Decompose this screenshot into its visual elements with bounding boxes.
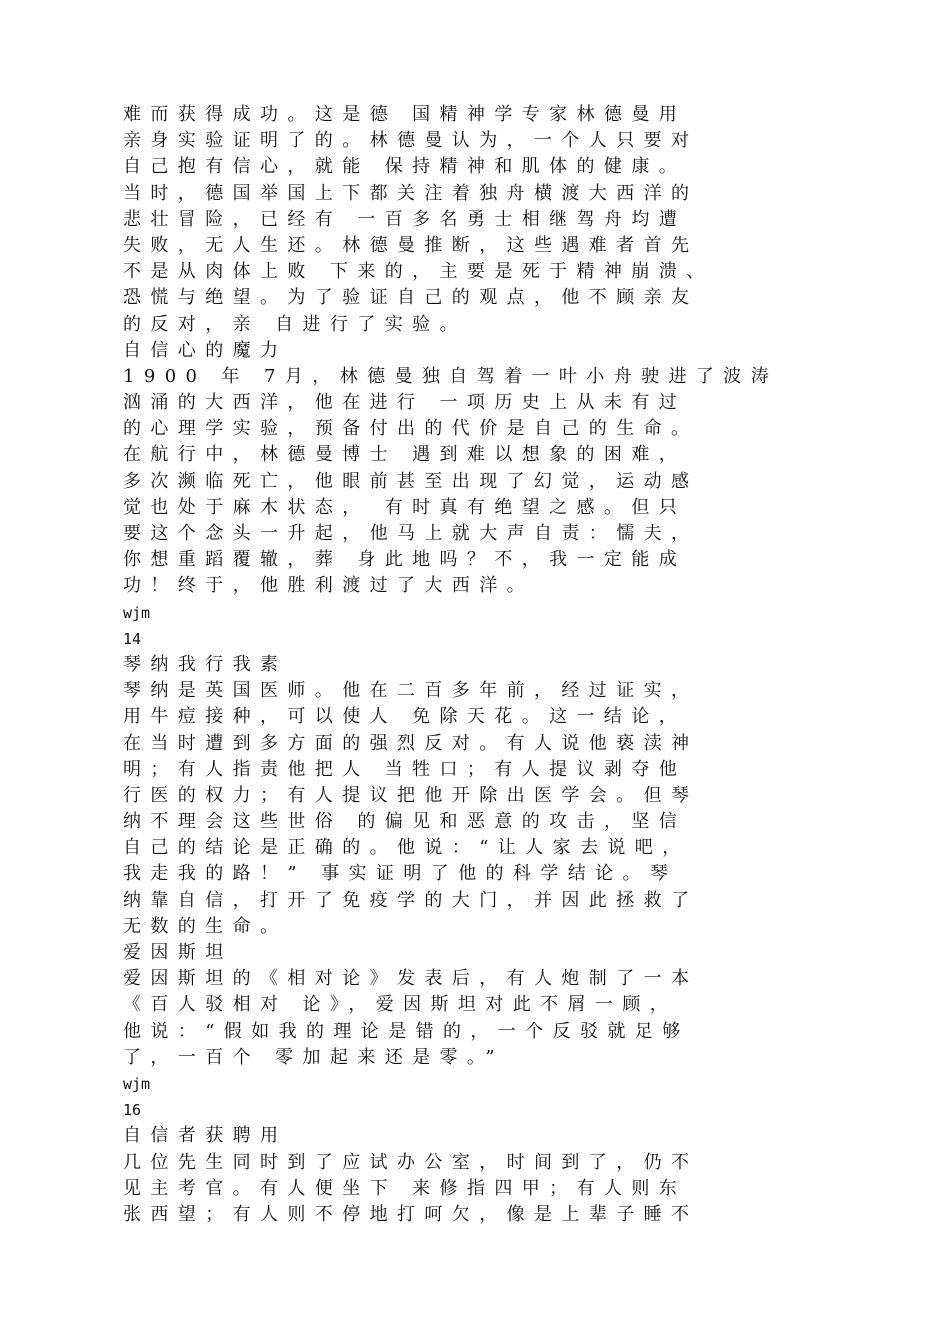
text-line: 当时，德国举国上下都关注着独舟横渡大西洋的 — [123, 182, 699, 204]
text-line: 在当时遭到多方面的强烈反对。有人说他亵渎神 — [123, 732, 699, 754]
text-line: 用牛痘接种，可以使人 免除天花。这一结论， — [123, 706, 687, 728]
text-line: 无数的生命。 — [123, 915, 288, 937]
page-marker: 14 — [123, 629, 142, 648]
text-line: 行医的权力；有人提议把他开除出医学会。但琴 — [123, 784, 699, 806]
text-line: 1900 年 7月，林德曼独自驾着一叶小舟驶进了波涛 — [123, 365, 779, 387]
page-marker: 16 — [123, 1101, 142, 1120]
text-line: 明；有人指责他把人 当牲口；有人提议剥夺他 — [123, 758, 687, 780]
section-heading: 自信心的魔力 — [123, 339, 288, 361]
text-line: 亲身实验证明了的。林德曼认为，一个人只要对 — [123, 130, 699, 152]
text-line: 他说：“假如我的理论是错的，一个反驳就足够 — [123, 1020, 690, 1042]
text-line: 难而获得成功。这是德 国精神学专家林德曼用 — [123, 104, 687, 125]
text-line: 功！终于，他胜利渡过了大西洋。 — [123, 575, 534, 597]
text-line: 你想重蹈覆辙，葬 身此地吗？不，我一定能成 — [123, 549, 687, 571]
text-line: 失败，无人生还。林德曼推断，这些遇难者首先 — [123, 234, 699, 256]
text-line: 悲壮冒险，已经有 一百多名勇士相继驾舟均遭 — [123, 208, 687, 230]
text-line: 我走我的路！” 事实证明了他的科学结论。琴 — [123, 863, 678, 885]
page-marker: wjm — [123, 1074, 151, 1093]
text-line: 不是从肉体上败 下来的，主要是死于精神崩溃、 — [123, 261, 714, 283]
document-body — [123, 102, 923, 1228]
text-line: 自己的结论是正确的。他说：“让人家去说吧， — [123, 837, 690, 859]
text-line: 几位先生同时到了应试办公室，时间到了，仍不 — [123, 1151, 699, 1173]
text-line: 的反对，亲 自进行了实验。 — [123, 313, 467, 335]
section-heading: 琴纳我行我素 — [123, 653, 288, 675]
text-line: 《百人驳相对 论》，爱因斯坦对此不屑一顾， — [123, 994, 678, 1016]
text-line: 汹涌的大西洋，他在进行 一项历史上从未有过 — [123, 392, 687, 414]
text-line: 的心理学实验，预备付出的代价是自己的生命。 — [123, 418, 699, 440]
section-heading: 爱因斯坦 — [123, 942, 233, 963]
text-line: 爱因斯坦的《相对论》发表后，有人炮制了一本 — [123, 968, 699, 990]
text-line: 自己抱有信心，就能 保持精神和肌体的健康。 — [123, 156, 687, 178]
text-line: 纳靠自信，打开了免疫学的大门，并因此拯救了 — [123, 889, 699, 911]
text-line: 觉也处于麻木状态， 有时真有绝望之感。但只 — [123, 496, 687, 518]
text-line: 在航行中，林德曼博士 遇到难以想象的困难， — [123, 444, 687, 466]
text-line: 纳不理会这些世俗 的偏见和恶意的攻击，坚信 — [123, 811, 687, 833]
text-line: 见主考官。有人便坐下 来修指四甲；有人则东 — [123, 1177, 687, 1199]
text-line: 恐慌与绝望。为了验证自己的观点，他不顾亲友 — [123, 287, 699, 309]
text-line: 要这个念头一升起，他马上就大声自责：懦夫， — [123, 523, 699, 544]
page-marker: wjm — [123, 603, 151, 622]
section-heading: 自信者获聘用 — [123, 1125, 288, 1147]
text-line: 张西望；有人则不停地打呵欠，像是上辈子睡不 — [123, 1203, 699, 1225]
text-line: 了，一百个 零加起来还是零。” — [123, 1046, 504, 1068]
text-line: 琴纳是英国医师。他在二百多年前，经过证实， — [123, 680, 699, 702]
text-line: 多次濒临死亡，他眼前甚至出现了幻觉，运动感 — [123, 470, 699, 492]
